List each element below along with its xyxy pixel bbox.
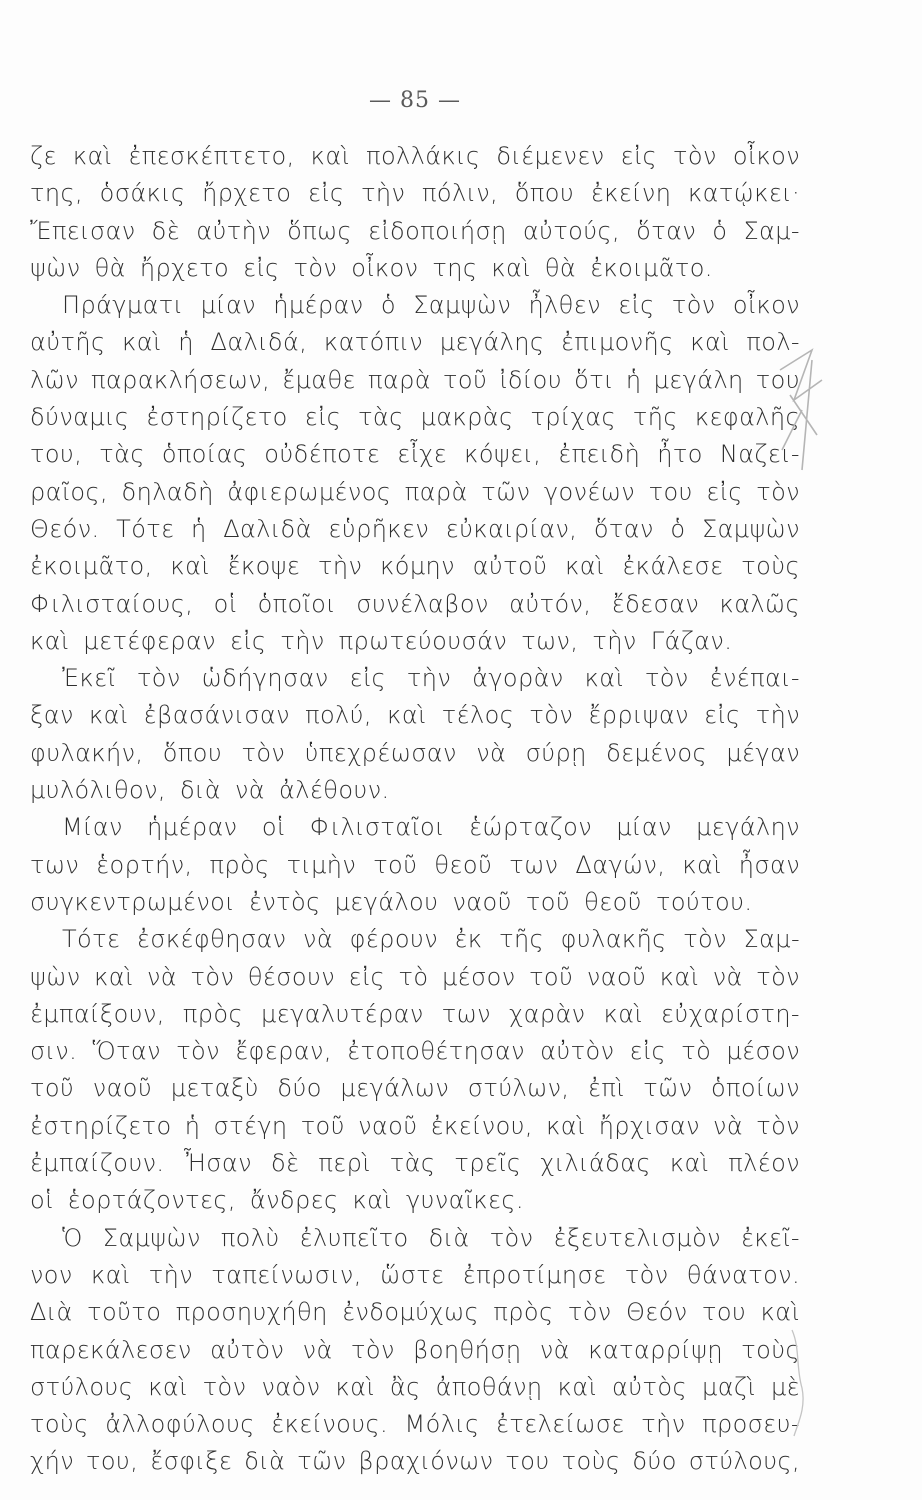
text-line-content: Ἐκεῖ τὸν ὡδήγησαν εἰς τὴν ἀγορὰν καὶ τὸν ἐνέπαι-: [62, 664, 800, 693]
text-line-content: καὶ μετέφεραν εἰς τὴν πρωτεύουσάν των, τὴν Γάζαν.: [30, 626, 733, 655]
text-line: [30, 175, 800, 212]
text-line-content: Φιλισταίους, οἱ ὁποῖοι συνέλαβον αὐτόν, ἔδεσαν καλῶς: [30, 589, 800, 618]
text-line-content: των ἑορτήν, πρὸς τιμὴν τοῦ θεοῦ των Δαγών, καὶ ἦσαν: [30, 850, 800, 879]
text-line: [30, 1108, 800, 1145]
text-line-content: Διὰ τοῦτο προσηυχήθη ἐνδομύχως πρὸς τὸν Θεόν του καὶ: [30, 1298, 800, 1327]
text-line-content: Μίαν ἡμέραν οἱ Φιλισταῖοι ἑώρταζον μίαν μεγάλην: [62, 813, 800, 842]
text-line: [30, 884, 800, 921]
text-line-content: χήν του, ἔσφιξε διὰ τῶν βραχιόνων του τοὺς δύο στύλους,: [30, 1447, 800, 1476]
text-line-content: παρεκάλεσεν αὐτὸν νὰ τὸν βοηθήσῃ νὰ καταρρίψῃ τοὺς: [30, 1335, 800, 1364]
text-line: [30, 586, 800, 623]
text-line: [30, 324, 800, 361]
text-line-content: Ἔπεισαν δὲ αὐτὴν ὅπως εἰδοποιήσῃ αὐτούς, ὅταν ὁ Σαμ-: [30, 216, 800, 245]
text-line: [30, 1182, 800, 1219]
text-line-content: μυλόλιθον, διὰ νὰ ἀλέθουν.: [30, 776, 390, 805]
text-line: [30, 1332, 800, 1369]
page-number: — 85 —: [369, 88, 461, 113]
text-line: [30, 287, 800, 324]
text-line: [30, 1033, 800, 1070]
text-line-content: ραῖος, δηλαδὴ ἀφιερωμένος παρὰ τῶν γονέων του εἰς τὸν: [30, 477, 800, 506]
text-line: [30, 399, 800, 436]
text-line-content: Θεόν. Τότε ἡ Δαλιδὰ εὑρῆκεν εὐκαιρίαν, ὅταν ὁ Σαμψὼν: [30, 514, 800, 543]
text-line-content: δύναμις ἐστηρίζετο εἰς τὰς μακρὰς τρίχας τῆς κεφαλῆς: [30, 403, 800, 432]
text-line: [30, 847, 800, 884]
text-line-content: τοὺς ἀλλοφύλους ἐκείνους. Μόλις ἐτελείωσε τὴν προσευ-: [30, 1410, 800, 1439]
text-line-content: αὐτῆς καὶ ἡ Δαλιδά, κατόπιν μεγάλης ἐπιμονῆς καὶ πολ-: [30, 328, 800, 357]
text-line-content: στύλους καὶ τὸν ναὸν καὶ ἂς ἀποθάνῃ καὶ αὐτὸς μαζὶ μὲ: [30, 1372, 800, 1401]
text-line: [30, 250, 800, 287]
text-line-content: σιν. Ὅταν τὸν ἔφεραν, ἐτοποθέτησαν αὐτὸν εἰς τὸ μέσον: [30, 1037, 800, 1066]
text-line-content: ἐστηρίζετο ἡ στέγη τοῦ ναοῦ ἐκείνου, καὶ ἤρχισαν νὰ τὸν: [30, 1111, 800, 1140]
text-line: [30, 660, 800, 697]
text-line: [30, 697, 800, 734]
text-line: [30, 996, 800, 1033]
text-line-content: Πράγματι μίαν ἡμέραν ὁ Σαμψὼν ἦλθεν εἰς τὸν οἶκον: [62, 291, 800, 320]
text-line-content: ἐκοιμᾶτο, καὶ ἔκοψε τὴν κόμην αὐτοῦ καὶ ἐκάλεσε τοὺς: [30, 552, 800, 581]
text-line-content: ξαν καὶ ἐβασάνισαν πολύ, καὶ τέλος τὸν ἔρριψαν εἰς τὴν: [30, 701, 800, 730]
text-line-content: τοῦ ναοῦ μεταξὺ δύο μεγάλων στύλων, ἐπὶ τῶν ὁποίων: [30, 1074, 800, 1103]
margin-bracket-mark: [788, 1328, 808, 1438]
text-line: [30, 735, 800, 772]
margin-scribble-mark: [772, 340, 832, 480]
text-line: [30, 511, 800, 548]
text-line-content: συγκεντρωμένοι ἐντὸς μεγάλου ναοῦ τοῦ θεοῦ τούτου.: [30, 887, 753, 916]
text-line: [30, 623, 800, 660]
text-line-content: Τότε ἐσκέφθησαν νὰ φέρουν ἐκ τῆς φυλακῆς τὸν Σαμ-: [62, 925, 800, 954]
text-line-content: λῶν παρακλήσεων, ἔμαθε παρὰ τοῦ ἰδίου ὅτι ἡ μεγάλη του: [30, 365, 800, 394]
text-line: [30, 213, 800, 250]
text-line: [30, 1443, 800, 1480]
text-line-content: ψὼν καὶ νὰ τὸν θέσουν εἰς τὸ μέσον τοῦ ναοῦ καὶ νὰ τὸν: [30, 962, 800, 991]
text-line-content: φυλακήν, ὅπου τὸν ὑπεχρέωσαν νὰ σύρῃ δεμένος μέγαν: [30, 738, 800, 767]
text-line: [30, 436, 800, 473]
text-line: [30, 1406, 800, 1443]
body-text: [30, 138, 800, 1481]
text-line-content: νον καὶ τὴν ταπείνωσιν, ὥστε ἐπροτίμησε τὸν θάνατον.: [30, 1260, 800, 1289]
text-line: [30, 809, 800, 846]
text-line-content: ψὼν θὰ ἤρχετο εἰς τὸν οἶκον της καὶ θὰ ἐκοιμᾶτο.: [30, 253, 713, 282]
text-line-content: Ὁ Σαμψὼν πολὺ ἐλυπεῖτο διὰ τὸν ἐξευτελισμὸν ἐκεῖ-: [62, 1223, 800, 1252]
text-line: [30, 474, 800, 511]
text-line: [30, 921, 800, 958]
text-line-content: της, ὁσάκις ἤρχετο εἰς τὴν πόλιν, ὅπου ἐκείνη κατῴκει·: [30, 179, 800, 208]
text-line-content: ἐμπαίζουν. Ἦσαν δὲ περὶ τὰς τρεῖς χιλιάδας καὶ πλέον: [30, 1149, 800, 1178]
text-line: [30, 1070, 800, 1107]
text-line: [30, 1220, 800, 1257]
text-line: [30, 1369, 800, 1406]
text-line: [30, 772, 800, 809]
text-line: [30, 1145, 800, 1182]
text-line-content: του, τὰς ὁποίας οὐδέποτε εἶχε κόψει, ἐπειδὴ ἦτο Ναζει-: [30, 440, 800, 469]
text-line: [30, 959, 800, 996]
text-line: [30, 138, 800, 175]
text-line-content: οἱ ἑορτάζοντες, ἄνδρες καὶ γυναῖκες.: [30, 1186, 524, 1215]
text-line-content: ζε καὶ ἐπεσκέπτετο, καὶ πολλάκις διέμενεν εἰς τὸν οἶκον: [30, 142, 800, 170]
text-line: [30, 362, 800, 399]
text-line: [30, 548, 800, 585]
text-line: [30, 1257, 800, 1294]
text-line-content: ἐμπαίξουν, πρὸς μεγαλυτέραν των χαρὰν καὶ εὐχαρίστη-: [30, 999, 800, 1028]
text-line: [30, 1294, 800, 1331]
